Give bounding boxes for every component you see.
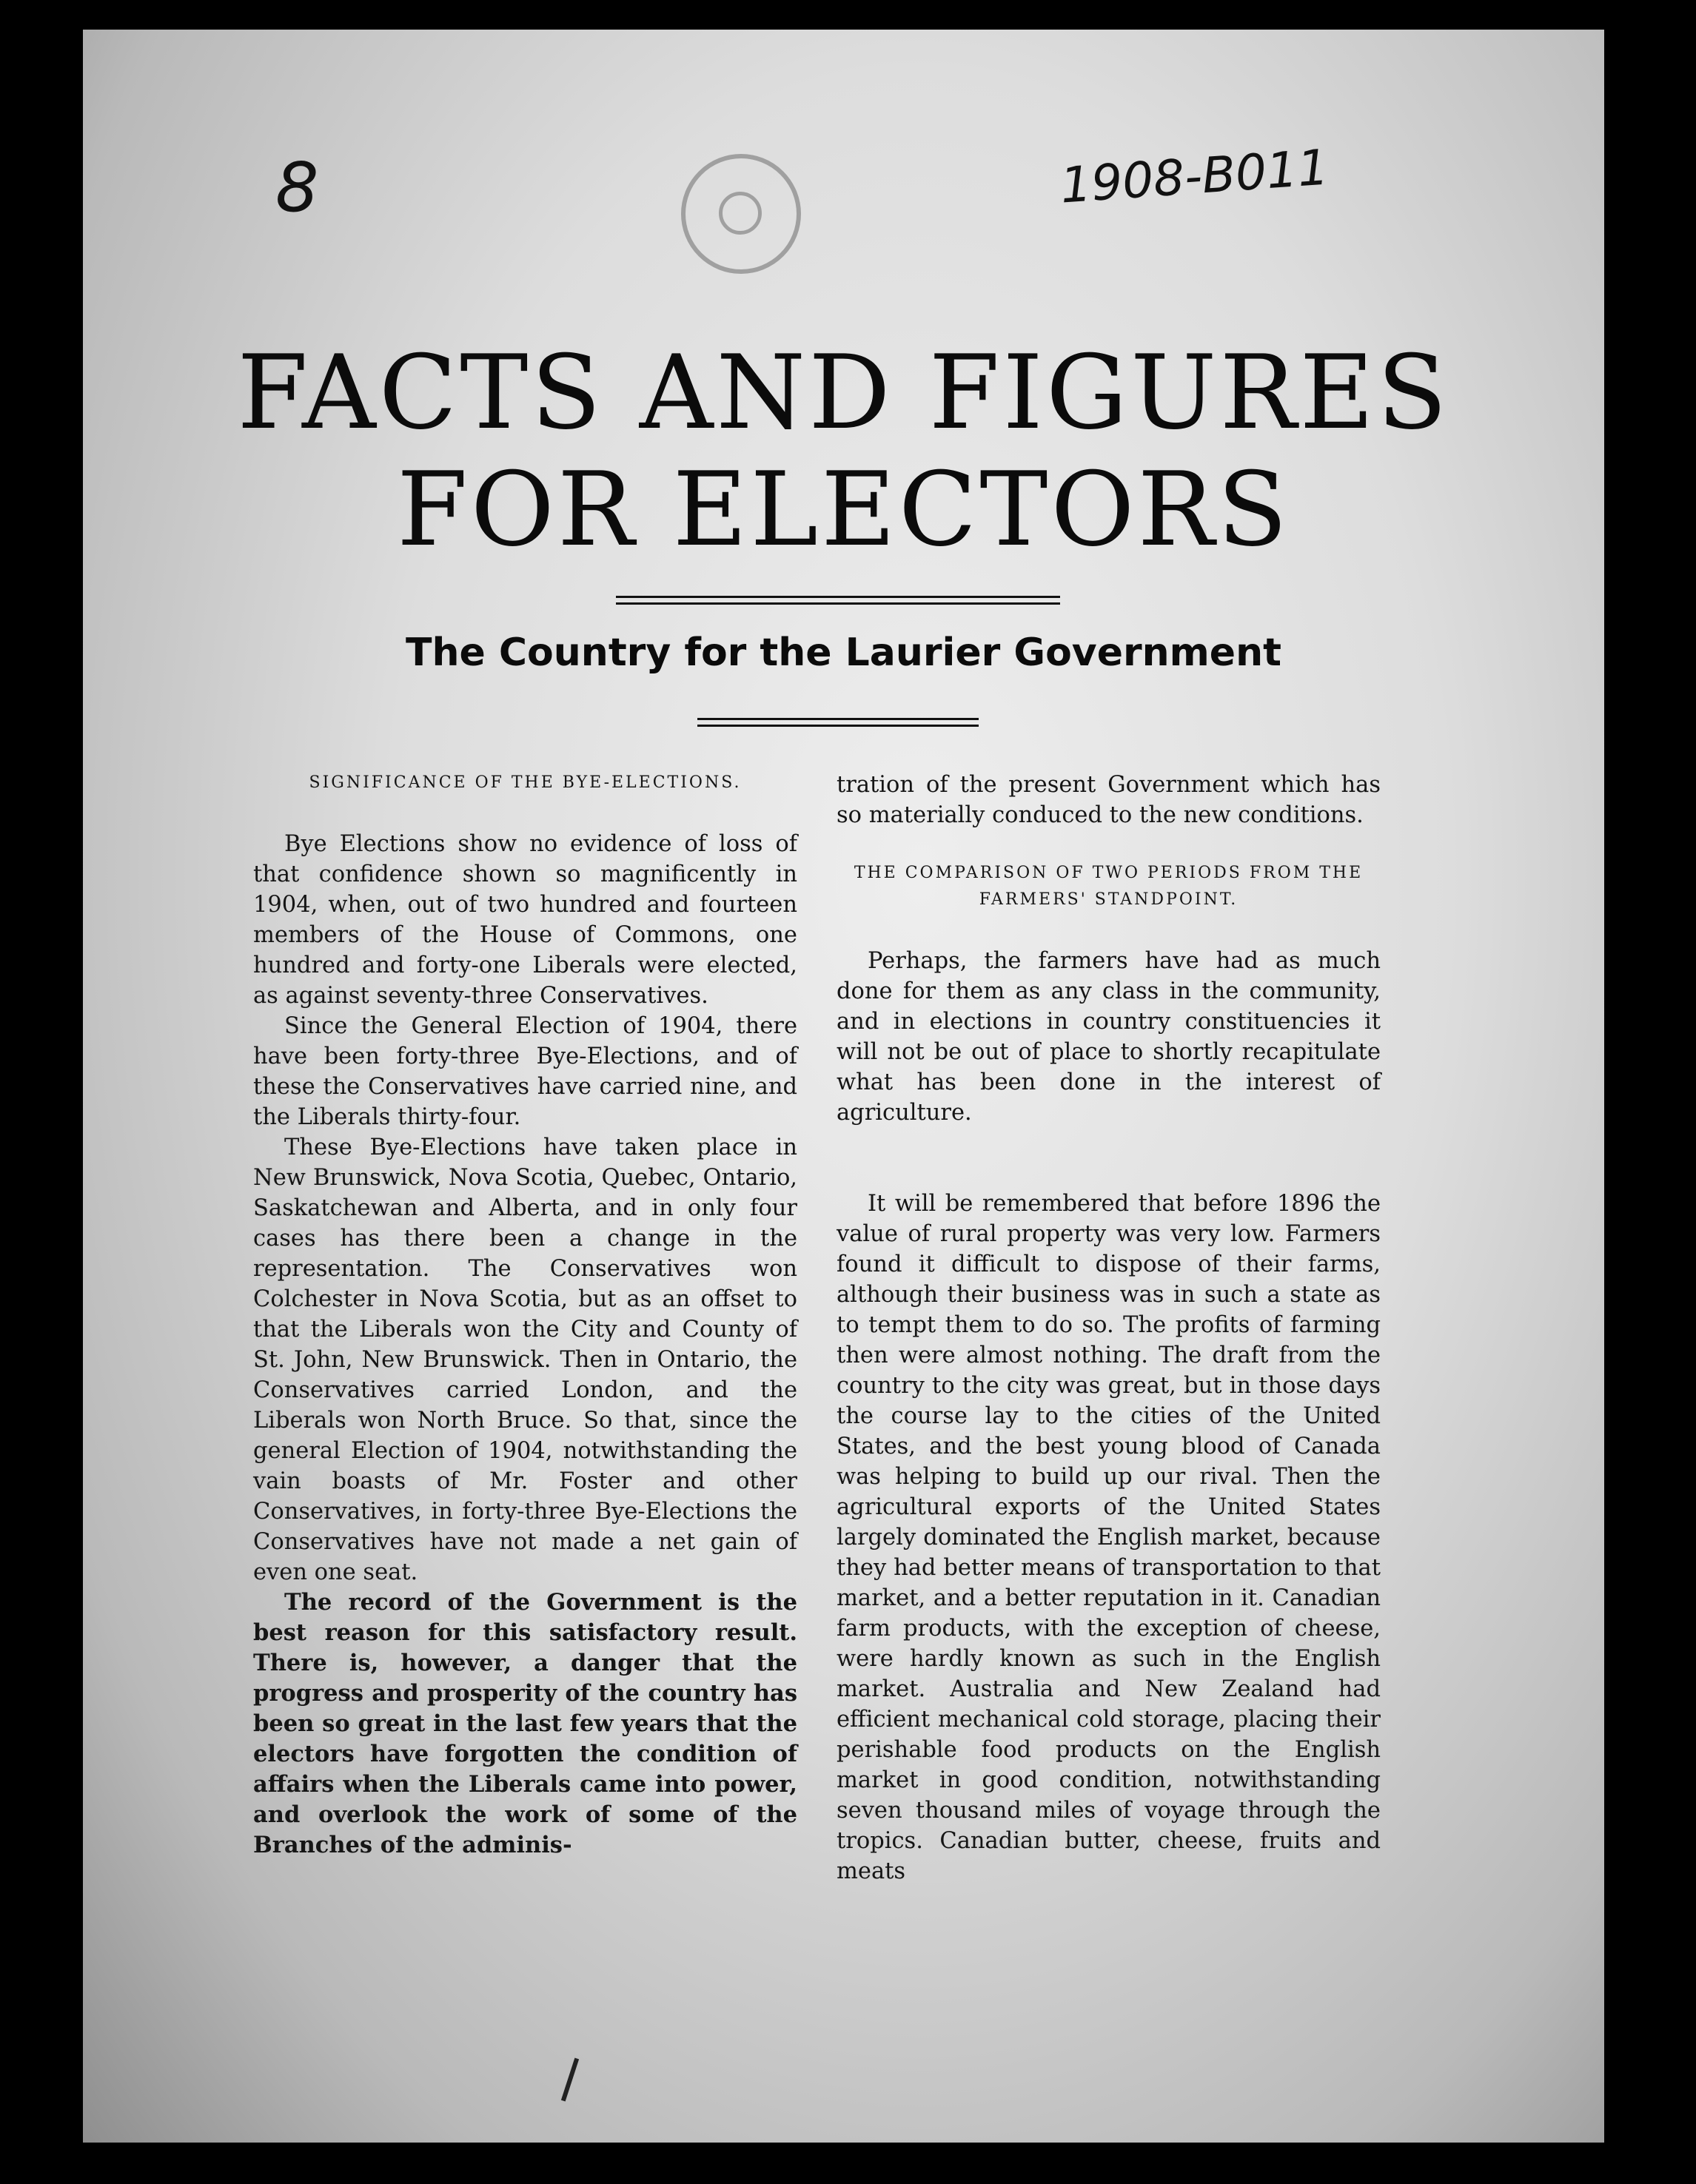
title-line-1: FACTS AND FIGURES (237, 333, 1450, 452)
pen-stroke-mark (561, 2058, 579, 2102)
paragraph: The record of the Government is the best reason for this satisfactory result. There is, however, a danger that the progress and prosperity of the country has been so great in the last few years that the electors have forgotten the condition of affairs when the Liberals came into power, and overlook the work of some of the Branches of the adminis- (253, 1589, 797, 1858)
paragraph-continuation: tration of the present Government which has so materially conduced to the new conditions. (837, 772, 1381, 828)
handwritten-reference: 1908-B011 (1058, 138, 1331, 215)
paragraph: Perhaps, the farmers have had as much done for them as any class in the community, and in elections in country constituencies it will not be out of place to shortly recapitulate what has been done in the interest of agriculture. (837, 948, 1381, 1126)
section-heading-bye-elections: SIGNIFICANCE OF THE BYE-ELECTIONS. (309, 773, 742, 792)
document-page (83, 30, 1604, 2143)
title-line-2: FOR ELECTORS (397, 450, 1290, 569)
paragraph: These Bye-Elections have taken place in New Brunswick, Nova Scotia, Quebec, Ontario, Saskatchewan and Alberta, and in only four cases has there been a change in the representation. The Conservatives won Colchester in Nova Scotia, but as an offset to that the Liberals won the City and County of St. John, New Brunswick. Then in Ontario, the Conservatives carried London, and the Liberals won North Bruce. So that, since the general Election of 1904, notwithstanding the vain boasts of Mr. Foster and other Conservatives, in forty-three Bye-Elections the Conservatives have not made a net gain of even one seat. (253, 1135, 797, 1585)
left-column (253, 770, 797, 1861)
paragraph: It will be remembered that before 1896 the value of rural property was very low. Farmers found it difficult to dispose of their farms, although their business was in such a state as to tempt them to do so. The profits of farming then were almost nothing. The draft from the country to the city was great, but in those days the course lay to the cities of the United States, and the best young blood of Canada was helping to build up our rival. Then the agricultural exports of the United States largely dominated the English market, because they had better means of transportation to that market, and a better reputation in it. Canadian farm products, with the exception of cheese, were hardly known as such in the English market. Australia and New Zealand had efficient mechanical cold storage, placing their perishable food products on the English market in good condition, notwithstanding seven thousand miles of voyage through the tropics. Canadian butter, cheese, fruits and meats (837, 1191, 1381, 1884)
right-column (837, 770, 1381, 1886)
subtitle-divider (697, 718, 979, 727)
handwritten-page-number: 8 (275, 148, 319, 227)
subtitle: The Country for the Laurier Government (406, 631, 1281, 675)
paragraph: Bye Elections show no evidence of loss of that confidence shown so magnificently in 1904, when, out of two hundred and fourteen members of the House of Commons, one hundred and forty-one Liberals were elected, as against seventy-three Conservatives. (253, 831, 797, 1009)
paragraph: Since the General Election of 1904, there have been forty-three Bye-Elections, and of these the Conservatives have carried nine, and the Liberals thirty-four. (253, 1013, 797, 1130)
library-stamp-icon (681, 154, 801, 274)
title-divider (616, 596, 1060, 605)
section-heading-farmers: THE COMPARISON OF TWO PERIODS FROM THE FARMERS' STANDPOINT. (854, 864, 1364, 909)
